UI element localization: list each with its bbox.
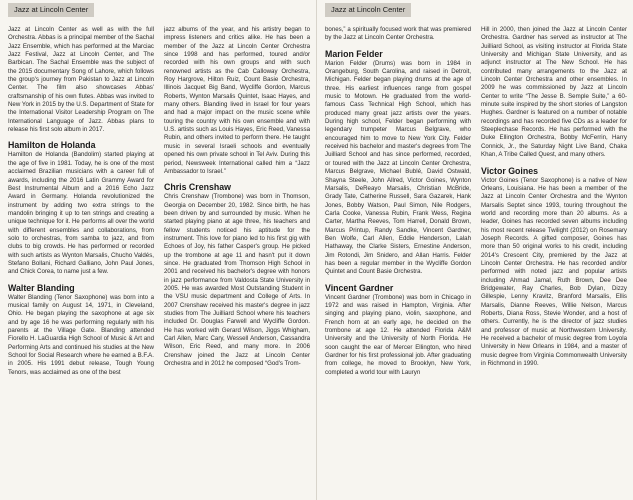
bio-heading: Vincent Gardner [325,282,394,293]
bio-heading: Victor Goines [481,165,539,176]
bio-paragraph: Victor Goines (Tenor Saxophone) is a native of New Orleans, Louisiana. He has been a member of the Jazz at Lincoln Center Orchestra and the Wynton Marsalis Septet since 1993, touring throughout the world and recording more than 20 albums. As a leader, Goines has recorded seven albums including his most recent release Twilight (2012) on Rosemary Joseph Records. A gifted composer, Goines has more than 50 original works to his credit, including 2014's Crescent City, premiered by the Jazz at Lincoln Center Orchestra. He has recorded and/or performed with noted jazz and popular artists including Ahmad Jamal, Ruth Brown, Dee Dee Bridgewater, Ray Charles, Bob Dylan, Dizzy Gillespie, Lenny Kravitz, Branford Marsalis, Ellis Marsalis, Dianne Reeves, Willie Nelson, Marcus Roberts, Diana Ross, Stevie Wonder, and a host of others. Currently, he is the director of jazz studies and professor of music at Northwestern University. He received a bachelor of music degree from Loyola University in New Orleans in 1984, and a master of music degree from Virginia Commonwealth University in Richmond in 1990. [481,176,627,368]
page-header: Jazz at Lincoln Center [8,3,94,17]
page-header: Jazz at Lincoln Center [325,3,411,17]
column [8,26,154,496]
bio-paragraph: Vincent Gardner (Trombone) was born in Chicago in 1972 and was raised in Hampton, Virginia. After singing and playing piano, violin, saxophone, and French horn at an early age, he decided on the trombone at age 12. He attended Florida A&M University and the University of North Florida. He soon caught the ear of Mercer Ellington, who hired Gardner for his first professional job. After graduating from college, he moved to Brooklyn, New York, completed a world tour with Lauryn [325,293,471,376]
bio-heading: Walter Blanding [8,282,75,293]
bio-paragraph: Hamilton de Holanda (Bandolim) started playing at the age of five in 1981. Today, he is one of the most acclaimed Brazilian musicians with a career full of awards, including the 2016 Latin Grammy Award for Best Instrumental Album and a 2016 Echo Jazz Award in Germany. Holanda revolutionized the instrument by adding two extra strings to the mandolin bringing it up to ten strings and creating a unique technique for it. He performs all over the world with different ensembles and collaborations, from solo to orchestras, from samba to jazz, and from clubs to big crowds. He has performed or recorded with such artists as Wynton Marsalis, Chucho Valdés, Stefano Bollani, Richard Galliano, John Paul Jones, and Chick Corea, to name just a few. [8,151,154,276]
bio-paragraph: Walter Blanding (Tenor Saxophone) was born into a musical family on August 14, 1971, in Cleveland, Ohio. He began playing the saxophone at age six and by age 16 he was performing regularly with his parents at the Village Gate. Blanding attended Fiorello H. LaGuardia High School of Music & Art and Performing Arts and continued his studies at the New School for Social Research where he earned a B.F.A. in 2005. His 1991 debut release, Tough Young Tenors, was acclaimed as one of the best [8,293,154,376]
bio-paragraph: Jazz at Lincoln Center as well as with the full Orchestra. Abbas is a principal member of the Sachal Jazz Ensemble, which has performed at the Marciac Jazz Festival, Jazz at Lincoln Center, and The Barbican. The Sachal Ensemble was the subject of the 2015 documentary Song of Lahore, which follows the group's journey from Pakistan to Jazz at Lincoln Center. The film also showcases Abbas' craftsmanship of his own flutes. Abbas was invited to New York in 2015 by the U.S. Department of State for the International Visitor Leadership Program on The International Language of Jazz. Abbas plans to release his first solo album in 2017. [8,26,154,134]
text-columns [8,26,310,496]
bio-paragraph: Hill in 2000, then joined the Jazz at Lincoln Center Orchestra. Gardner has served as instructor at The Juilliard School, as visiting instructor at Florida State University and Michigan State University, and as adjunct instructor at The New School. He has contributed many arrangements to the Jazz at Lincoln Center Orchestra and other ensembles. In 2009 he was commissioned by Jazz at Lincoln Center to write “The Jesse B. Semple Suite,” a 60-minute suite inspired by the short stories of Langston Hughes. Gardner is featured on a number of notable recordings and has recorded five CDs as a leader for Steeplechase Records. He has performed with the Duke Ellington Orchestra, Bobby McFerrin, Harry Connick, Jr., the Saturday Night Live Band, Chaka Khan, A Tribe Called Quest, and many others. [481,26,627,159]
column [481,26,627,496]
left-page [0,0,316,500]
bio-paragraph: bones,” a spiritually focused work that was premiered by the Jazz at Lincoln Center Orchestra. [325,26,471,42]
column [164,26,310,496]
bio-heading: Hamilton de Holanda [8,140,96,151]
bio-heading: Marion Felder [325,48,383,59]
bio-paragraph: Marion Felder (Drums) was born in 1984 in Orangeburg, South Carolina, and raised in Detroit, Michigan. Felder began playing drums at the age of three. His earliest influences range from gospel music to Motown. He graduated from the world-famous Cass Technical High School, which has produced many great jazz artists over the years. During high school, Felder began performing with legendary trumpeter Marcus Belgrave, who encouraged him to move to New York City. Felder received his bachelor and master's degrees from The Juilliard School and has since performed, recorded, or toured with the Jazz at Lincoln Center Orchestra, Marcus Belgrave, Michael Bublé, David Ostwald, Shayna Steele, John Allred, Victor Goines, Wynton Marsalis, DeReayo Marsalis, Christian McBride, Grady Tate, Catherine Russell, Sara Gazarek, Hank Jones, Bobby Watson, Paul Simon, Nile Rodgers, Carla Cooke, Vanessa Rubin, Frank Wess, Regina Carter, Martha Reeves, Tom Harrell, Donald Brown, Marcus Printup, Randy Sandke, Vincent Gardner, Ben Wolfe, Carl Allen, Eddie Henderson, Lalah Hathaway, the Clarke Sisters, Ernestine Anderson, Jim Rotondi, Jim Snidero, and Allan Harris. Felder has been a regular member in the Wycliffe Gordon Quintet and Count Basie Orchestra. [325,59,471,276]
bio-heading: Chris Crenshaw [164,182,231,193]
right-page [317,0,633,500]
bio-paragraph: jazz albums of the year, and his artistry began to impress listeners and critics alike. He has been a member of the Jazz at Lincoln Center Orchestra since 1998 and has performed, toured and/or recorded with his own groups and with such renowned artists as the Cab Calloway Orchestra, Roy Hargrove, Hilton Ruiz, Count Basie Orchestra, Illinois Jacquet Big Band, Wycliffe Gordon, Marcus Roberts, Wynton Marsalis Quintet, Isaac Hayes, and many others. Blanding lived in Israel for four years and had a major impact on the music scene while touring the country with his own ensemble and with U.S. artists such as Louis Hayes, Eric Reed, Vanessa Rubin, and others invited to perform there. He taught music in several Israeli schools and eventually opened his own private school in Tel Aviv. During this period, Newsweek International called him a “Jazz Ambassador to Israel.” [164,26,310,175]
bio-paragraph: Chris Crenshaw (Trombone) was born in Thomson, Georgia on December 20, 1982. Since birth, he has been driven by and surrounded by music. When he started playing piano at age three, his teachers and fellow students noticed his aptitude for the instrument. This love for piano led to his first gig with Echoes of Joy, his father Casper's group. He picked up the trombone at age 11 and hasn't put it down since. He graduated from Thomson High School in 2001 and received his bachelor's degree with honors in jazz performance from Valdosta State University in 2005. He was awarded Most Outstanding Student in the VSU music department and College of Arts. In 2007 Crenshaw received his master's degree in jazz studies from The Juilliard School where his teachers included Dr. Douglas Farwell and Wycliffe Gordon. He has worked with Gerard Wilson, Jiggs Whigham, Carl Allen, Marc Cary, Wessell Anderson, Cassandra Wilson, Eric Reed, and many more. In 2006 Crenshaw joined the Jazz at Lincoln Center Orchestra and in 2012 he composed “God's Trom- [164,193,310,368]
text-columns [325,26,627,496]
column [325,26,471,496]
